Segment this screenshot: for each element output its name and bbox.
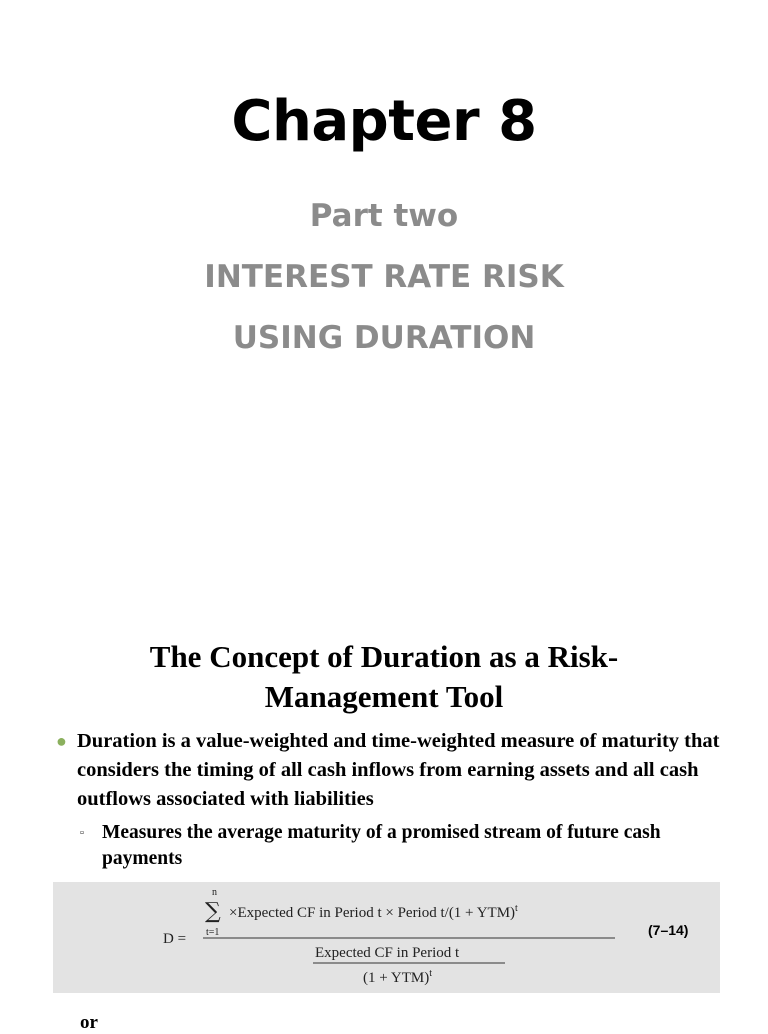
denominator-top: Expected CF in Period t <box>315 945 460 961</box>
bullet-item <box>56 727 736 814</box>
subtitle-topic-line-2: USING DURATION <box>232 320 536 356</box>
denominator-exponent: t <box>429 968 433 979</box>
denominator-bottom: (1 + YTM) <box>363 970 430 986</box>
numerator-exponent: t <box>515 903 518 914</box>
duration-formula <box>53 882 720 993</box>
svg-text:×Expected CF in Period t × Per <box>229 903 518 921</box>
square-bullet-icon: ▫ <box>80 827 84 839</box>
sum-upper-limit: n <box>212 887 217 898</box>
subtitle-topic-line-1: INTEREST RATE RISK <box>204 259 564 295</box>
subtitle-part: Part two <box>309 198 459 234</box>
chapter-title: Chapter 8 <box>231 89 537 154</box>
slide-title: The Concept of Duration as a Risk-Management Tool <box>149 639 619 714</box>
bullet-dot-icon: ● <box>56 731 67 751</box>
sub-bullet-text: Measures the average maturity of a promised stream of future cash payments <box>102 822 661 869</box>
or-text: or <box>80 1012 98 1033</box>
sum-icon: ∑ <box>205 899 221 924</box>
sub-bullet-item <box>80 820 720 872</box>
bullet-text: Duration is a value-weighted and time-weighted measure of maturity that considers the timing of all cash inflows from earning assets and all cash outflows associated with liabilities <box>77 730 720 810</box>
equation-number: (7–14) <box>648 922 689 938</box>
formula-numerator: ×Expected CF in Period t × Period t/(1 + YTM) <box>229 905 516 921</box>
formula-lhs: D = <box>163 931 187 947</box>
svg-text:(1 + YTM)t <box>363 968 432 986</box>
formula-graphic <box>53 882 720 993</box>
sum-lower-limit: t=1 <box>206 927 220 938</box>
